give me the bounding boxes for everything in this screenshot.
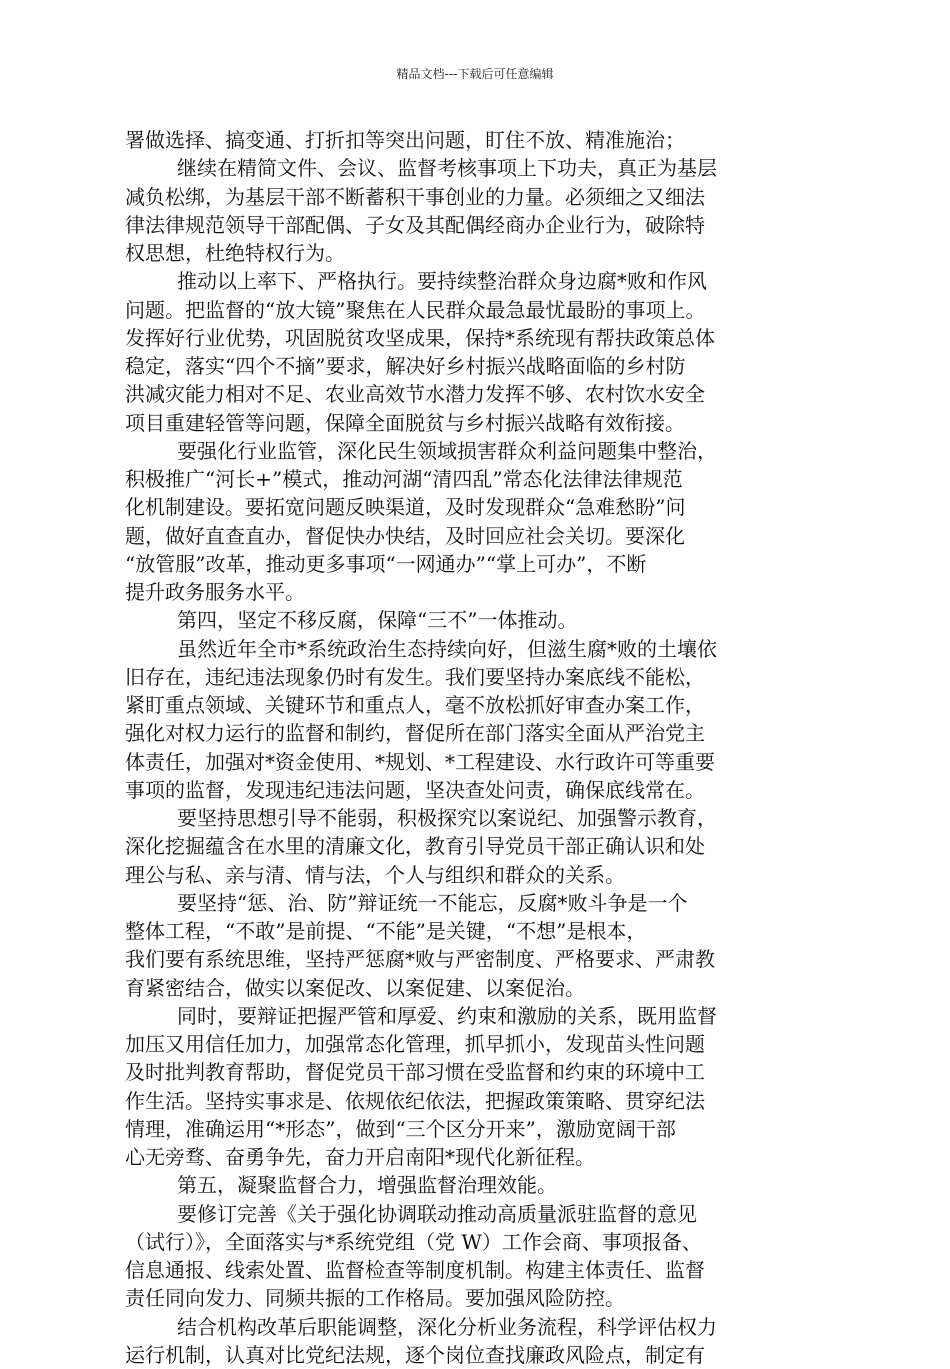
text-line: 体责任，加强对*资金使用、*规划、*工程建设、水行政许可等重要 <box>125 749 715 774</box>
text-line: 整体工程，“不敢”是前提、“不能”是关键，“不想”是根本， <box>125 919 647 943</box>
text-line: 心无旁骛、奋勇争先，奋力开启南阳*现代化新征程。 <box>125 1145 595 1169</box>
text-line: （试行）》，全面落实与*系统党组（党 W）工作会商、事项报备、 <box>125 1229 702 1254</box>
text-line: 洪减灾能力相对不足、农业高效节水潜力发挥不够、农村饮水安全 <box>125 382 705 407</box>
text-line: 作生活。坚持实事求是、依规依纪依法，把握政策策略、贯穿纪法 <box>125 1088 705 1113</box>
text-line: 理公与私、亲与清、情与法，个人与组织和群众的关系。 <box>125 862 625 887</box>
text-line: 强化对权力运行的监督和制约，督促所在部门落实全面从严治党主 <box>125 721 705 746</box>
text-line: 及时批判教育帮助，督促党员干部习惯在受监督和约束的环境中工 <box>125 1060 705 1085</box>
text-line: 信息通报、线索处置、监督检查等制度机制。构建主体责任、监督 <box>125 1258 705 1282</box>
text-line: 发挥好行业优势，巩固脱贫攻坚成果，保持*系统现有帮扶政策总体 <box>125 325 715 350</box>
text-line: 责任同向发力、同频共振的工作格局。要加强风险防控。 <box>125 1286 625 1311</box>
text-line: 继续在精简文件、会议、监督考核事项上下功夫，真正为基层 <box>177 156 717 181</box>
text-line: 题，做好直查直办，督促快办快结，及时回应社会关切。要深化 <box>125 523 685 548</box>
text-line: 署做选择、搞变通、打折扣等突出问题，盯住不放、精准施治； <box>125 128 685 152</box>
text-line: 运行机制，认真对比党纪法规，逐个岗位查找廉政风险点，制定有 <box>125 1342 705 1367</box>
text-line: “放管服”改革，推动更多事项“一网通办”“掌上可办”，不断 <box>125 551 647 576</box>
text-line: 律法律规范领导干部配偶、子女及其配偶经商办企业行为，破除特 <box>125 212 705 237</box>
text-line: 紧盯重点领域、关键环节和重点人，毫不放松抓好审查办案工作， <box>125 693 705 717</box>
text-line: 推动以上率下、严格执行。要持续整治群众身边腐*败和作风 <box>177 269 707 294</box>
text-line: 第四，坚定不移反腐，保障“三不”一体推动。 <box>177 608 578 633</box>
text-line: 加压又用信任加力，加强常态化管理，抓早抓小，发现苗头性问题 <box>125 1032 705 1056</box>
text-line: 稳定，落实“四个不摘”要求，解决好乡村振兴战略面临的乡村防 <box>125 354 686 378</box>
text-line: 要修订完善《关于强化协调联动推动高质量派驻监督的意见 <box>177 1201 697 1226</box>
text-line: 权思想，杜绝特权行为。 <box>125 241 345 265</box>
text-line: 项目重建轻管等问题，保障全面脱贫与乡村振兴战略有效衔接。 <box>125 410 685 435</box>
text-line: 化机制建设。要拓宽问题反映渠道，及时发现群众“急难愁盼”问 <box>125 495 686 520</box>
document-body <box>125 126 825 1369</box>
text-line: 要强化行业监管，深化民生领域损害群众利益问题集中整治， <box>177 438 717 463</box>
text-line: 情理，准确运用“*形态”，做到“三个区分开来”，激励宽阔干部 <box>125 1116 676 1141</box>
text-line: 问题。把监督的“放大镜”聚焦在人民群众最急最忧最盼的事项上。 <box>125 297 706 322</box>
text-line: 同时，要辩证把握严管和厚爱、约束和激励的关系，既用监督 <box>177 1003 717 1028</box>
text-line: 虽然近年全市*系统政治生态持续向好，但滋生腐*败的土壤依 <box>177 636 717 661</box>
text-line: 我们要有系统思维，坚持严惩腐*败与严密制度、严格要求、严肃教 <box>125 947 715 972</box>
text-line: 积极推广“河长+”模式，推动河湖“清四乱”常态化法律法律规范 <box>125 467 683 491</box>
text-line: 提升政务服务水平。 <box>125 580 305 604</box>
text-line: 育紧密结合，做实以案促改、以案促建、以案促治。 <box>125 975 585 1000</box>
text-line: 结合机构改革后职能调整，深化分析业务流程，科学评估权力 <box>177 1314 717 1339</box>
page-header: 精品文档---下载后可任意编辑 <box>396 67 554 81</box>
text-line: 深化挖掘蕴含在水里的清廉文化，教育引导党员干部正确认识和处 <box>125 834 705 859</box>
text-line: 要坚持思想引导不能弱，积极探究以案说纪、加强警示教育， <box>177 806 717 830</box>
text-line: 要坚持“惩、治、防”辩证统一不能忘，反腐*败斗争是一个 <box>177 890 688 915</box>
text-line: 事项的监督，发现违纪违法问题，坚决查处问责，确保底线常在。 <box>125 777 705 802</box>
text-line: 减负松绑，为基层干部不断蓄积干事创业的力量。必须细之又细法 <box>125 184 705 209</box>
text-line: 旧存在，违纪违法现象仍时有发生。我们要坚持办案底线不能松， <box>125 664 705 689</box>
text-line: 第五，凝聚监督合力，增强监督治理效能。 <box>177 1173 557 1198</box>
